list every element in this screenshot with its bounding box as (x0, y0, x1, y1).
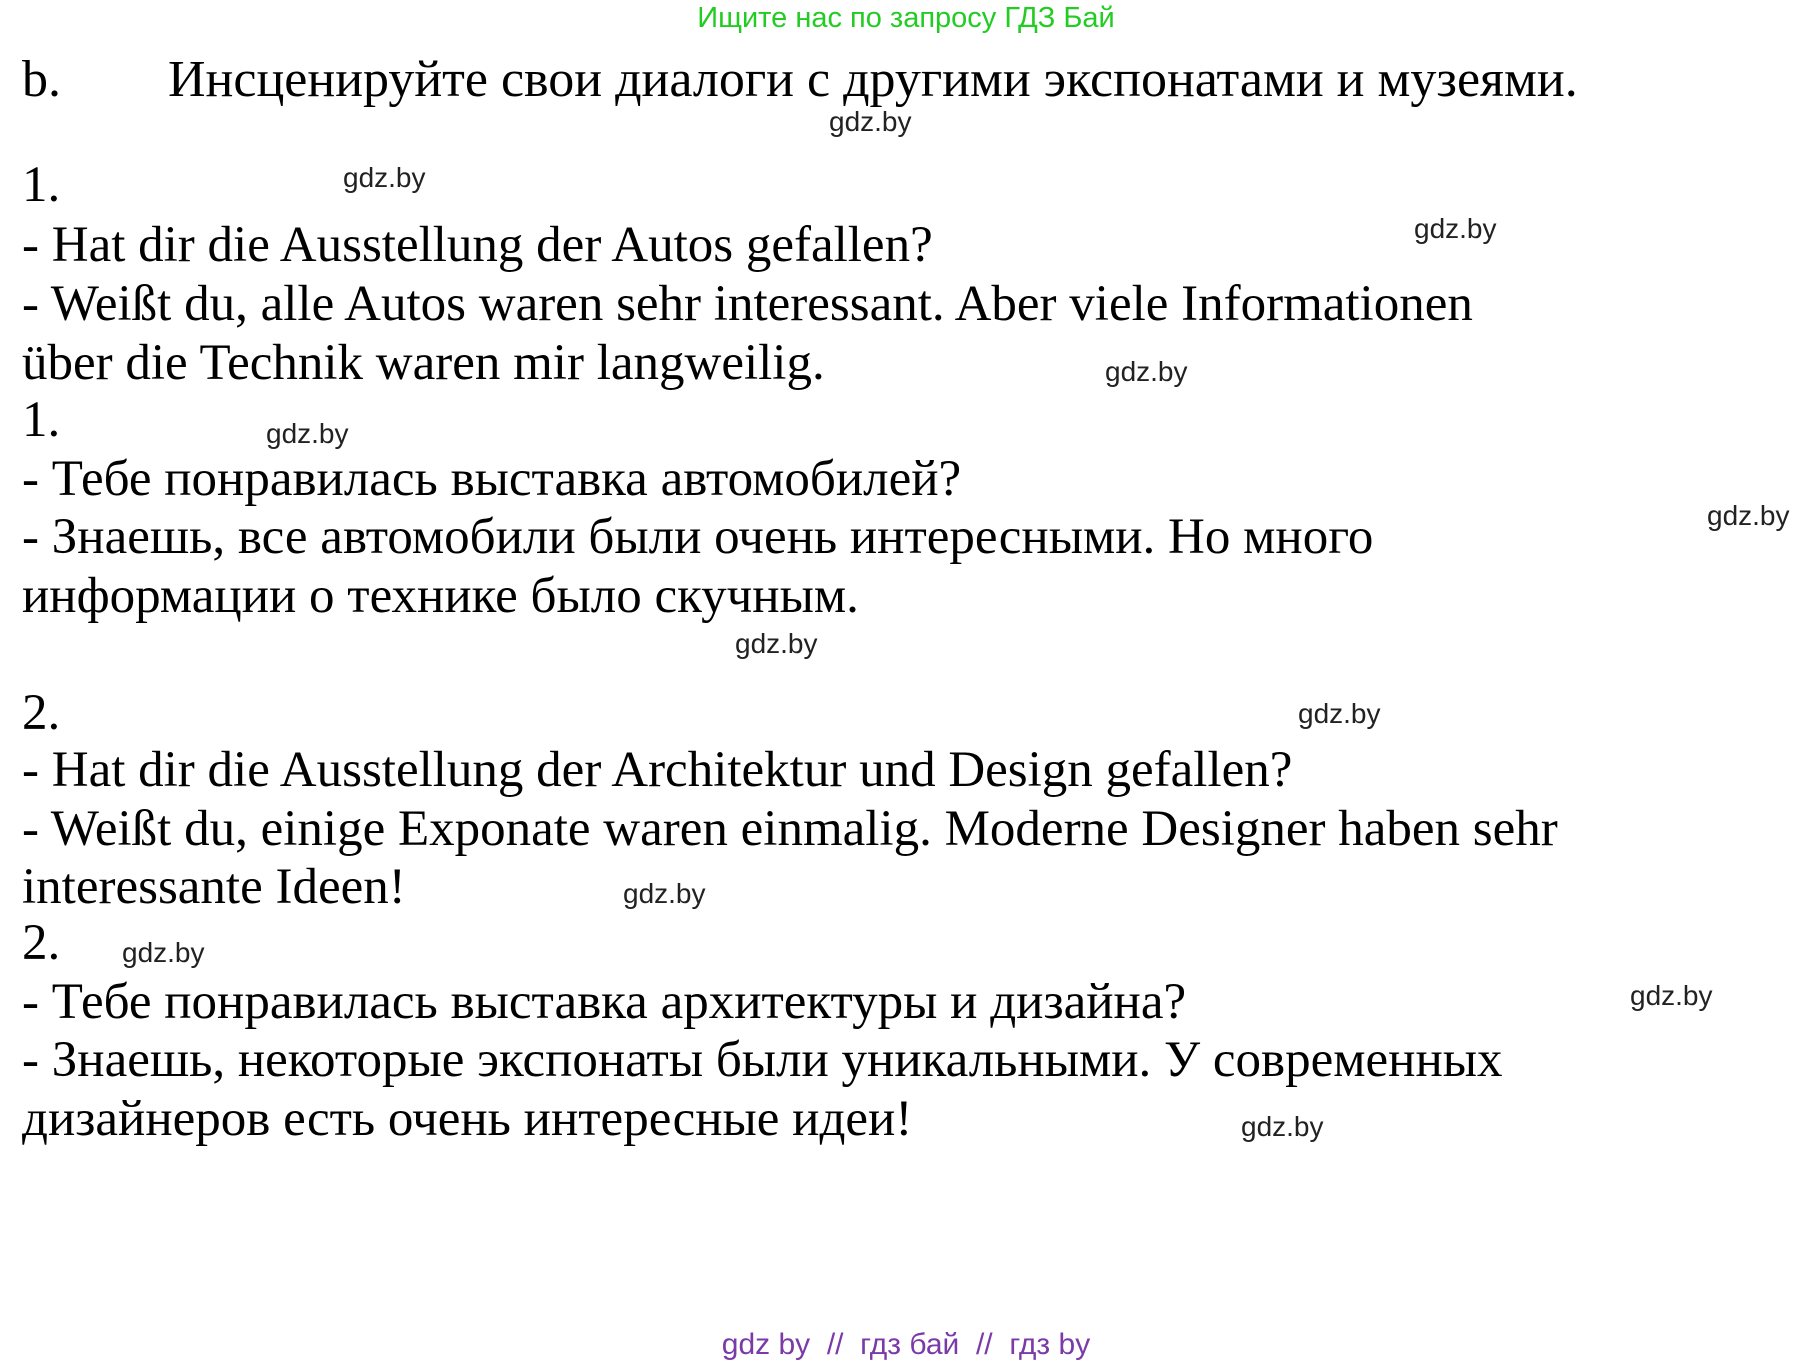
dialogue-line: - Weißt du, alle Autos waren sehr interessant. Aber viele Informationen (22, 276, 1473, 332)
watermark: gdz.by (1707, 500, 1790, 531)
dialogue-line: - Weißt du, einige Exponate waren einmalig. Moderne Designer haben sehr (22, 801, 1558, 857)
task-heading (22, 50, 1578, 109)
task-text: Инсценируйте свои диалоги с другими экспонатами и музеями. (168, 51, 1578, 108)
dialogue-number: 1. (22, 392, 61, 448)
watermark: gdz.by (623, 878, 706, 909)
dialogue-line: - Hat dir die Ausstellung der Autos gefallen? (22, 217, 933, 273)
dialogue-line: - Знаешь, некоторые экспонаты были уникальными. У современных (22, 1032, 1503, 1088)
dialogue-line: interessante Ideen! (22, 859, 406, 915)
dialogue-number: 2. (22, 685, 61, 741)
watermark: gdz.by (1414, 213, 1497, 244)
watermark: gdz.by (1630, 980, 1713, 1011)
watermark: gdz.by (735, 628, 818, 659)
top-banner: Ищите нас по запросу ГДЗ Бай (697, 2, 1115, 34)
task-letter: b. (22, 51, 61, 108)
dialogue-line: - Тебе понравилась выставка архитектуры и дизайна? (22, 974, 1187, 1030)
watermark: gdz.by (266, 418, 349, 449)
watermark: gdz.by (343, 162, 426, 193)
watermark: gdz.by (1105, 356, 1188, 387)
dialogue-line: дизайнеров есть очень интересные идеи! (22, 1091, 913, 1147)
dialogue-line: информации о технике было скучным. (22, 568, 859, 624)
watermark: gdz.by (829, 106, 912, 137)
dialogue-line: über die Technik waren mir langweilig. (22, 335, 825, 391)
dialogue-number: 2. (22, 915, 61, 971)
footer-links: gdz by // гдз бай // гдз by (721, 1328, 1091, 1361)
watermark: gdz.by (1241, 1111, 1324, 1142)
dialogue-line: - Hat dir die Ausstellung der Architektur und Design gefallen? (22, 742, 1293, 798)
watermark: gdz.by (122, 937, 205, 968)
dialogue-line: - Тебе понравилась выставка автомобилей? (22, 451, 962, 507)
dialogue-number: 1. (22, 157, 61, 213)
dialogue-line: - Знаешь, все автомобили были очень интересными. Но много (22, 509, 1374, 565)
watermark: gdz.by (1298, 698, 1381, 729)
